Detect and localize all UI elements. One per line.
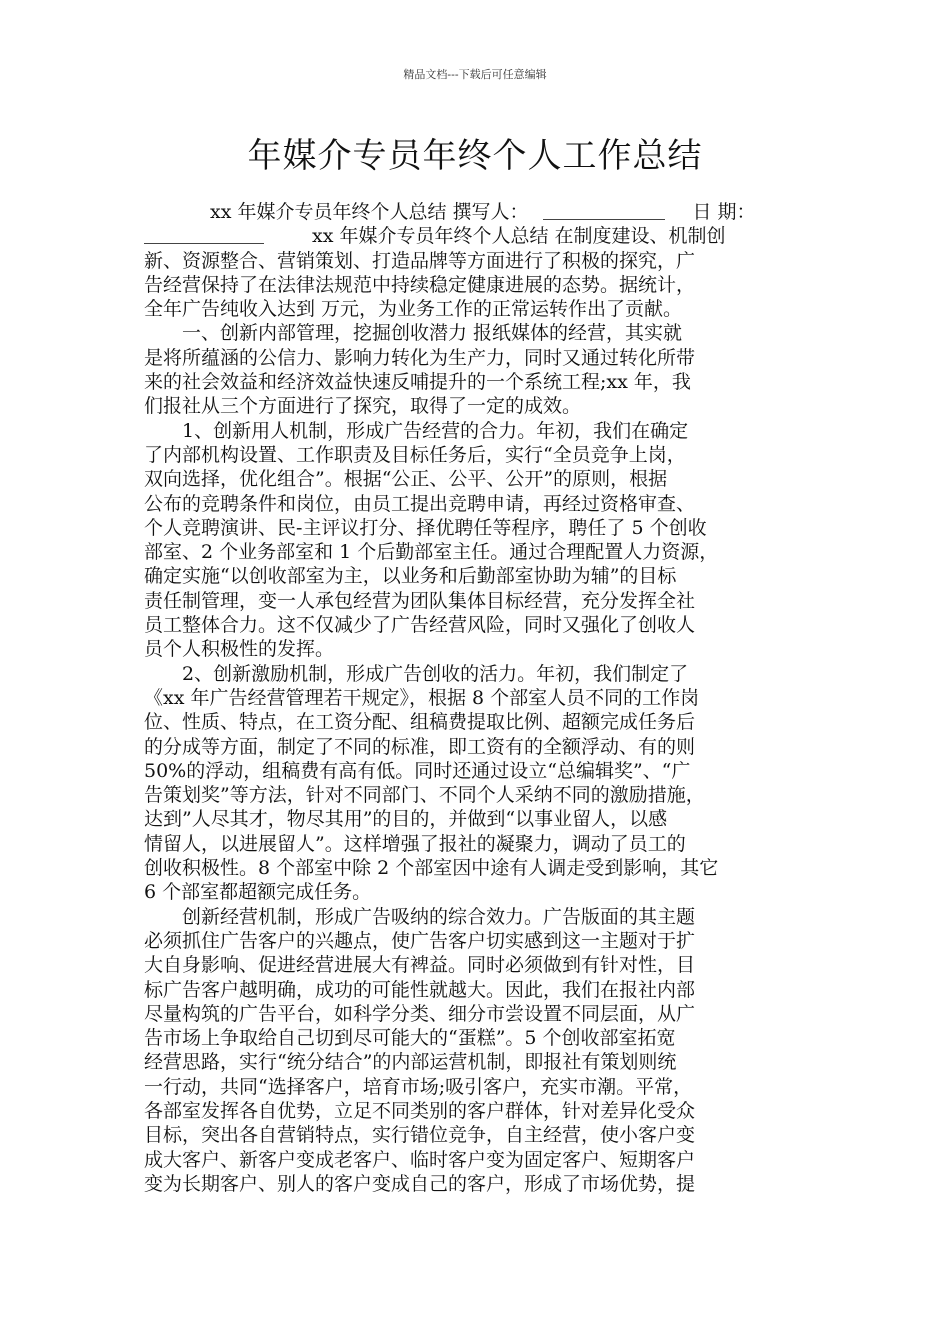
text-line: 尽量构筑的广告平台，如科学分类、细分市尝设置不同层面，从广 [144, 1002, 696, 1025]
text-line: 公布的竞聘条件和岗位，由员工提出竞聘申请，再经过资格审查、 [144, 492, 696, 515]
text-line: 确定实施“以创收部室为主，以业务和后勤部室协助为辅”的目标 [144, 565, 677, 588]
text-line: 双向选择，优化组合”。根据“公正、公平、公开”的原则，根据 [144, 468, 668, 491]
text-line: 个人竞聘演讲、民-主评议打分、择优聘任等程序，聘任了 5 个创收 [144, 516, 707, 539]
text-line: 新、资源整合、营销策划、打造品牌等方面进行了积极的探究，广 [144, 249, 696, 272]
date-label: 日 期： [692, 201, 756, 223]
text-line: 告经营保持了在法律法规范中持续稳定健康进展的态势。据统计， [144, 273, 696, 296]
text-line: 创新经营机制，形成广告吸纳的综合效力。广告版面的其主题 [144, 905, 696, 928]
byline-row [144, 200, 810, 224]
text-line: 变为长期客户、别人的客户变成自己的客户，形成了市场优势，提 [144, 1172, 696, 1195]
text-line: 员工整体合力。这不仅减少了广告经营风险，同时又强化了创收人 [144, 614, 696, 637]
text-line: 来的社会效益和经济效益快速反哺提升的一个系统工程;xx 年，我 [144, 371, 691, 394]
text-line: 情留人，以进展留人”。这样增强了报社的凝聚力，调动了员工的 [144, 832, 686, 855]
paragraph-lines [144, 249, 810, 1197]
author-blank [543, 202, 665, 220]
date-blank [144, 226, 264, 244]
text-line: 1、创新用人机制，形成广告经营的合力。年初，我们在确定 [144, 419, 689, 442]
byline-lead: xx 年媒介专员年终个人总结 撰写人： [210, 201, 529, 223]
document-body [144, 200, 810, 1196]
text-line: 必须抓住广告客户的兴趣点，使广告客户切实感到这一主题对于扩 [144, 929, 696, 952]
text-line: 《xx 年广告经营管理若干规定》，根据 8 个部室人员不同的工作岗 [144, 686, 700, 709]
text-line: 部室、2 个业务部室和 1 个后勤部室主任。通过合理配置人力资源， [144, 541, 719, 564]
document-title: 年媒介专员年终个人工作总结 [247, 136, 703, 176]
text-line: 一行动，共同“选择客户，培育市场;吸引客户，充实市潮。平常， [144, 1075, 693, 1098]
text-line: 责任制管理，变一人承包经营为团队集体目标经营，充分发挥全社 [144, 589, 696, 612]
text-line: 全年广告纯收入达到 万元，为业务工作的正常运转作出了贡献。 [144, 298, 683, 321]
text-line: 们报社从三个方面进行了探究，取得了一定的成效。 [144, 395, 582, 418]
text-line: 位、性质、特点，在工资分配、组稿费提取比例、超额完成任务后 [144, 711, 696, 734]
text-line: 6 个部室都超额完成任务。 [144, 881, 372, 904]
text-line: 了内部机构设置、工作职责及目标任务后，实行“全员竞争上岗， [144, 443, 686, 466]
summary-subtitle: xx 年媒介专员年终个人总结 在制度建设、机制创 [312, 225, 726, 248]
text-line: 达到”人尽其才，物尽其用”的目的，并做到“以事业留人，以感 [144, 808, 668, 831]
text-line: 创收积极性。8 个部室中除 2 个部室因中途有人调走受到影响，其它 [144, 857, 719, 880]
text-line: 经营思路，实行“统分结合”的内部运营机制，即报社有策划则统 [144, 1051, 677, 1074]
text-line: 50%的浮动，组稿费有高有低。同时还通过设立“总编辑奖”、“广 [144, 759, 691, 782]
page-header: 精品文档---下载后可任意编辑 [403, 68, 547, 81]
text-line: 告市场上争取给自己切到尽可能大的“蛋糕”。5 个创收部室拓宽 [144, 1027, 676, 1050]
text-line: 大自身影响、促进经营进展大有裨益。同时必须做到有针对性，目 [144, 954, 696, 977]
subtitle-row [144, 224, 810, 248]
text-line: 目标，突出各自营销特点，实行错位竞争，自主经营，使小客户变 [144, 1124, 696, 1147]
text-line: 告策划奖”等方法，针对不同部门、不同个人采纳不同的激励措施， [144, 784, 705, 807]
text-line: 成大客户、新客户变成老客户、临时客户变为固定客户、短期客户 [144, 1148, 696, 1171]
text-line: 各部室发挥各自优势，立足不同类别的客户群体，针对差异化受众 [144, 1099, 696, 1122]
text-line: 2、创新激励机制，形成广告创收的活力。年初，我们制定了 [144, 662, 689, 685]
text-line: 员个人积极性的发挥。 [144, 638, 335, 661]
text-line: 是将所蕴涵的公信力、影响力转化为生产力，同时又通过转化所带 [144, 346, 696, 369]
text-line: 的分成等方面，制定了不同的标准，即工资有的全额浮动、有的则 [144, 735, 696, 758]
text-line: 一、创新内部管理，挖掘创收潜力 报纸媒体的经营，其实就 [144, 322, 683, 345]
text-line: 标广告客户越明确，成功的可能性就越大。因此，我们在报社内部 [144, 978, 696, 1001]
